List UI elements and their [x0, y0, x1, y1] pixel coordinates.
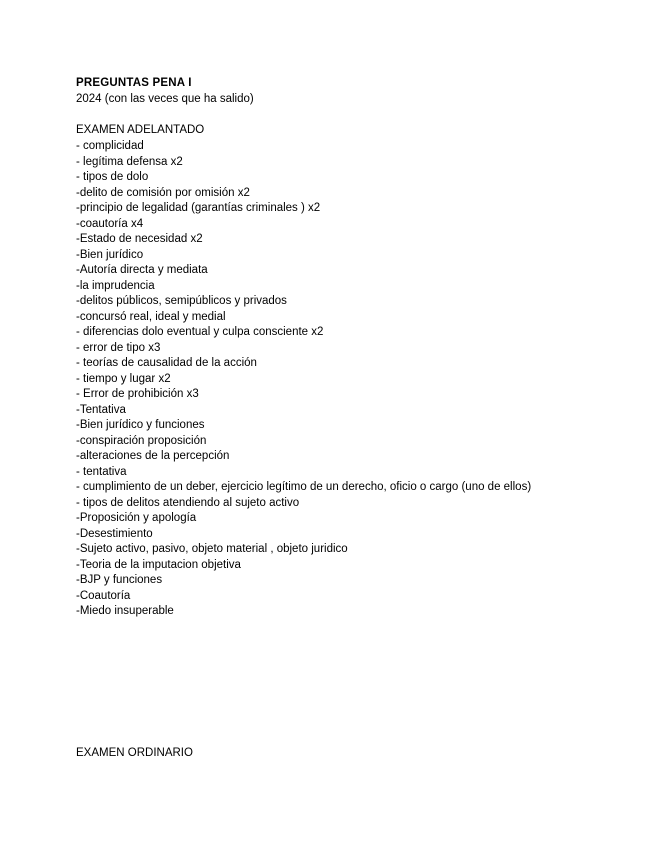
list-item: - complicidad [76, 140, 144, 152]
list-item: -Tentativa [76, 403, 126, 416]
list-item: - teorías de causalidad de la acción [76, 357, 257, 369]
list-item: -alteraciones de la percepción [76, 450, 230, 462]
list-item: -Coautoría [76, 589, 131, 602]
question-list-adelantado [76, 139, 531, 620]
list-item: -Bien jurídico y funciones [76, 419, 205, 431]
list-item: -Teoria de la imputacion objetiva [76, 558, 241, 571]
list-item: - diferencias dolo eventual y culpa consciente x2 [76, 326, 324, 338]
list-item: -Bien jurídico [76, 248, 144, 261]
document-title: PREGUNTAS PENA I [76, 77, 192, 89]
list-item: - tipos de dolo [76, 171, 149, 183]
list-item: -Autoría directa y mediata [76, 264, 208, 276]
list-item: -principio de legalidad (garantías criminales ) x2 [76, 202, 321, 214]
list-item: -coautoría x4 [76, 217, 144, 230]
document-subtitle: 2024 (con las veces que ha salido) [76, 93, 254, 105]
list-item: -concursó real, ideal y medial [76, 310, 226, 323]
list-item: -la imprudencia [76, 279, 155, 292]
list-item: -Estado de necesidad x2 [76, 233, 203, 245]
list-item: - tiempo y lugar x2 [76, 372, 171, 385]
list-item: -Desestimiento [76, 527, 153, 540]
list-item: -Sujeto activo, pasivo, objeto material , objeto juridico [76, 543, 348, 555]
list-item: - legítima defensa x2 [76, 155, 183, 168]
list-item: -delitos públicos, semipúblicos y privados [76, 295, 287, 307]
list-item: -Proposición y apología [76, 512, 197, 524]
list-item: - tipos de delitos atendiendo al sujeto activo [76, 496, 300, 509]
list-item: -Miedo insuperable [76, 605, 174, 617]
list-item: - error de tipo x3 [76, 341, 161, 354]
list-item: -delito de comisión por omisión x2 [76, 186, 250, 199]
section-heading-adelantado: EXAMEN ADELANTADO [76, 124, 205, 136]
section-heading-ordinario: EXAMEN ORDINARIO [76, 747, 193, 759]
list-item: - tentativa [76, 465, 127, 478]
list-item: -BJP y funciones [76, 574, 163, 586]
list-item: -conspiración proposición [76, 434, 207, 447]
list-item: - cumplimiento de un deber, ejercicio legítimo de un derecho, oficio o cargo (uno de ellos) [76, 481, 532, 493]
list-item: - Error de prohibición x3 [76, 388, 199, 400]
